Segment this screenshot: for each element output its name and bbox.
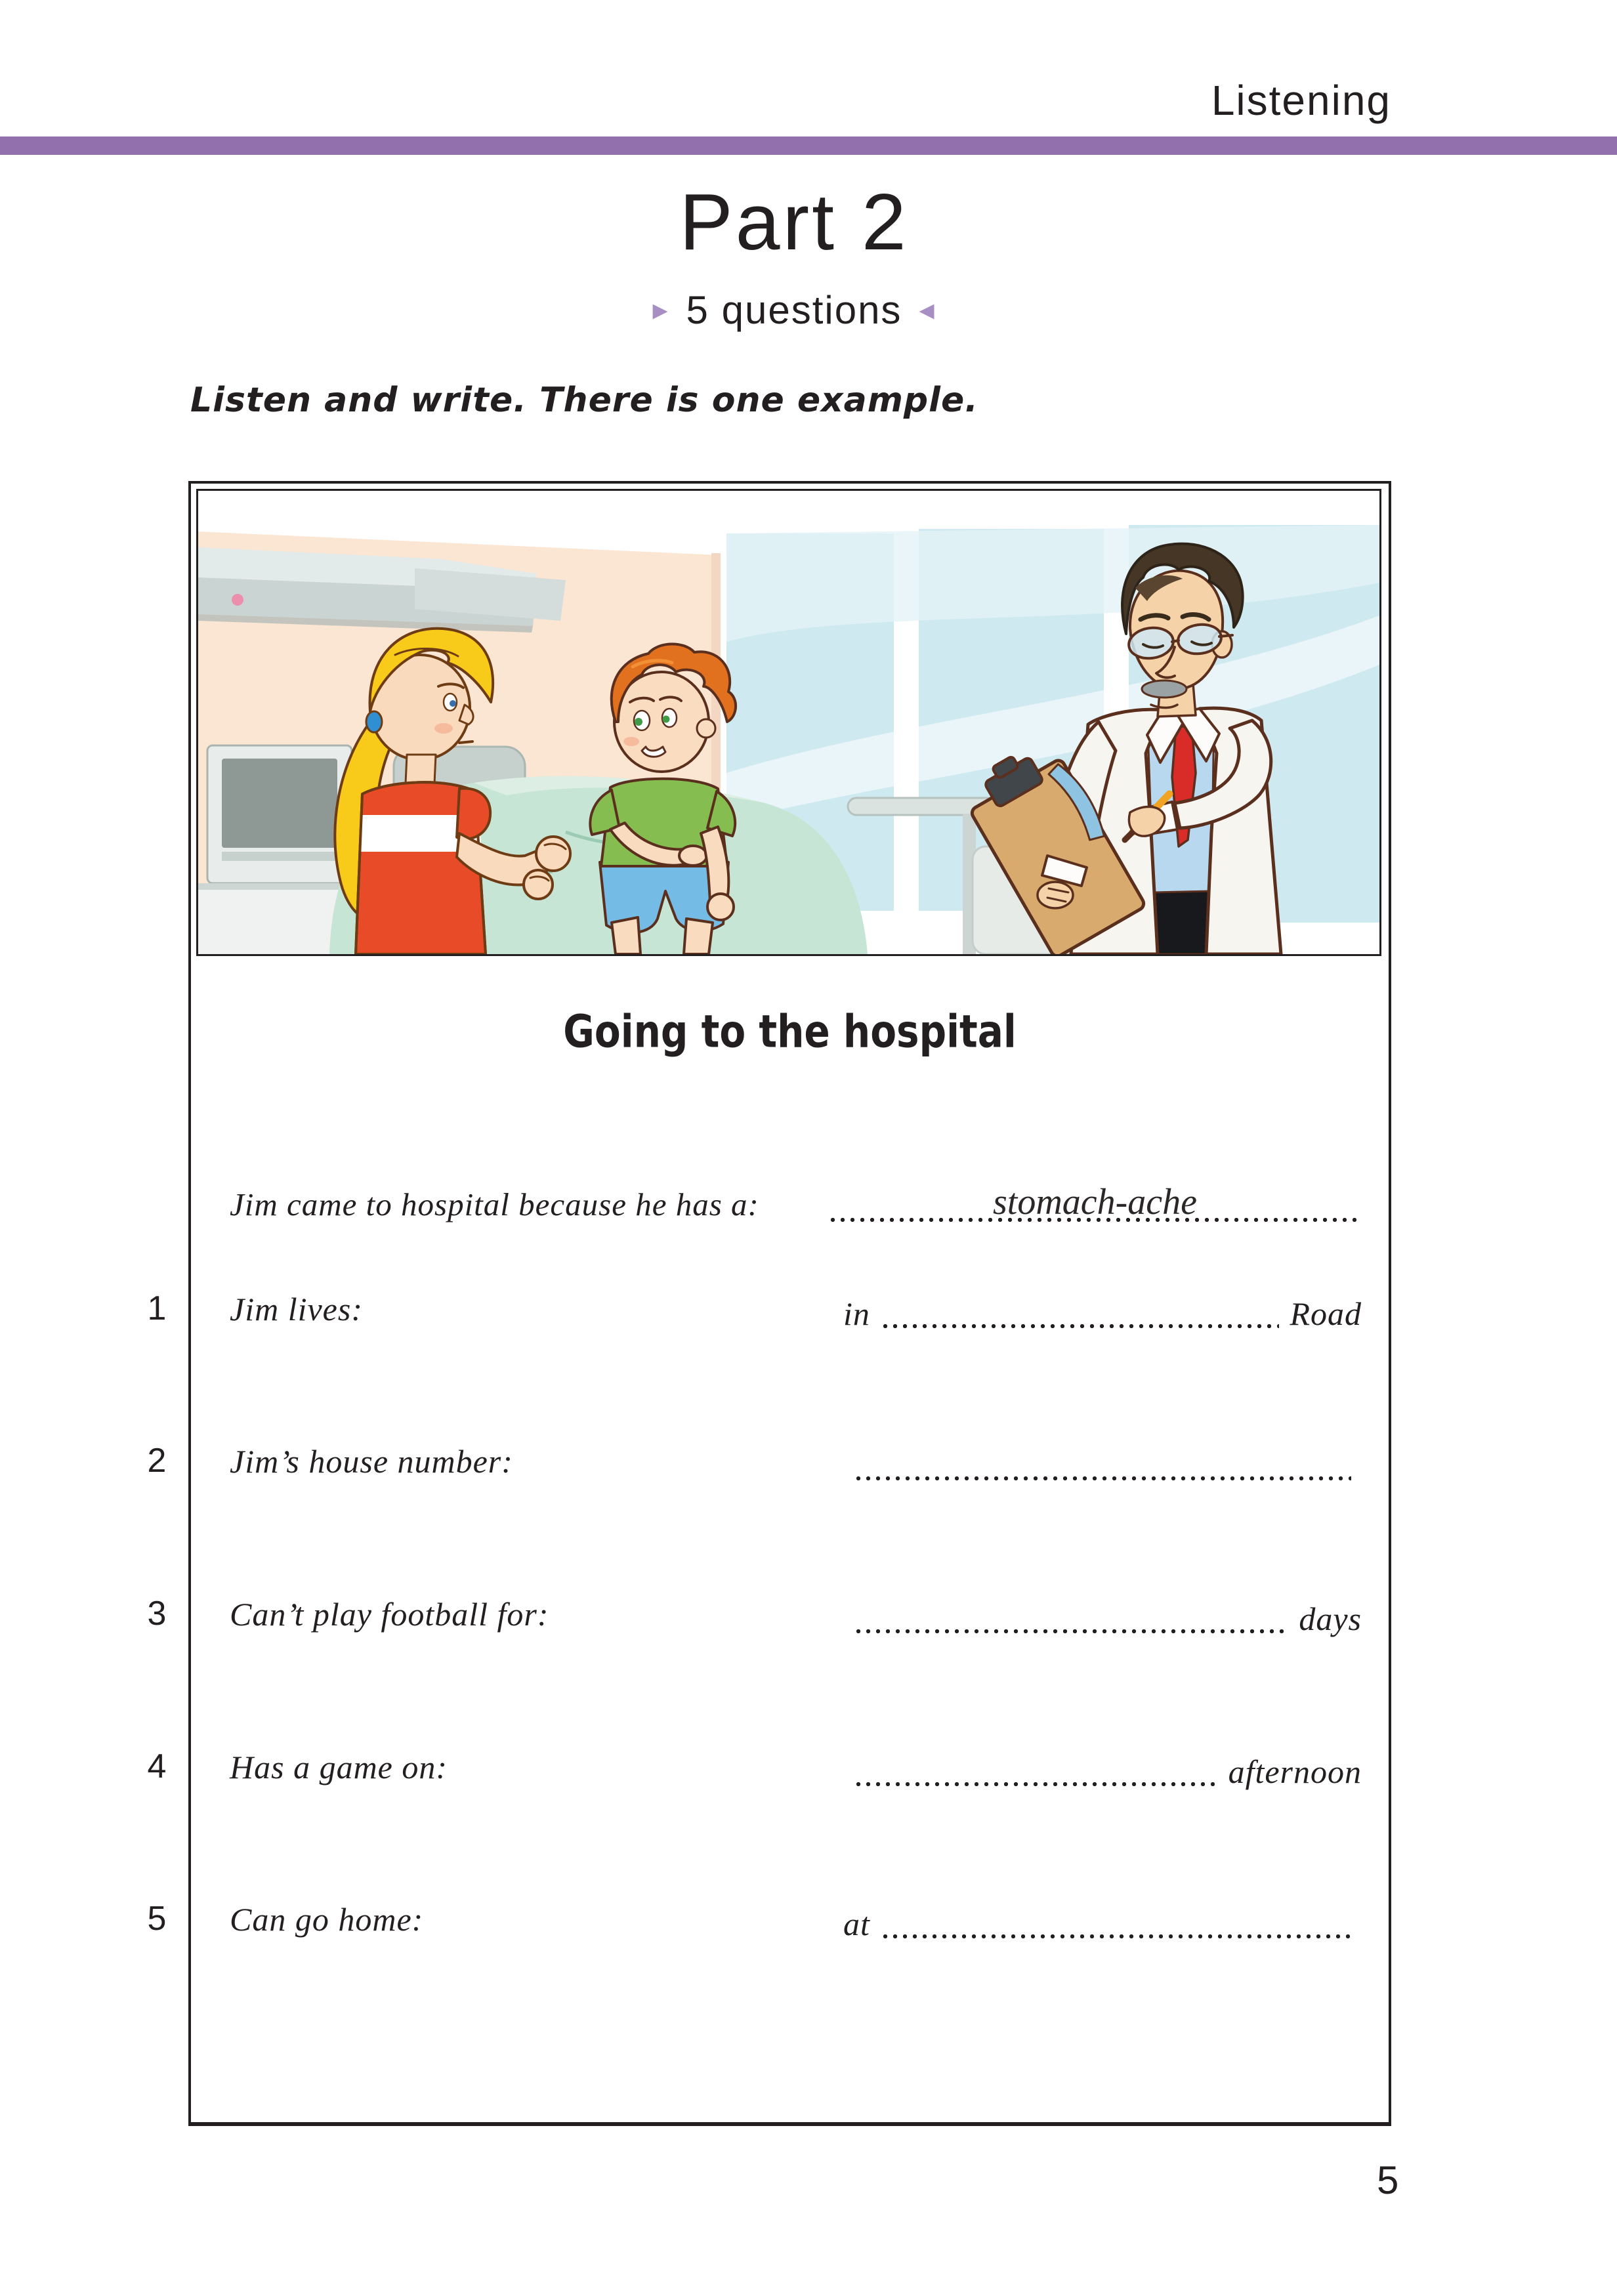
answer-zone [843, 1904, 1362, 1944]
question-label: Jim’s house number: [230, 1443, 513, 1480]
part-subtitle [0, 287, 1588, 333]
part-subtitle-text: 5 questions [686, 288, 902, 332]
example-row [0, 1175, 1617, 1227]
question-number: 3 [147, 1595, 167, 1633]
worksheet-title: Going to the hospital [563, 1005, 1017, 1058]
answer-prefix: at [843, 1906, 870, 1942]
question-number: 1 [147, 1289, 167, 1327]
answer-suffix: afternoon [1228, 1753, 1362, 1790]
accent-bar [0, 136, 1617, 155]
hospital-scene-drawing [198, 491, 1379, 954]
example-answer-zone [828, 1182, 1362, 1227]
answer-zone [843, 1294, 1362, 1333]
question-number: 4 [147, 1747, 167, 1785]
question-label: Has a game on: [230, 1749, 448, 1785]
answer-zone [843, 1752, 1362, 1791]
answer-line[interactable] [881, 1932, 1351, 1941]
instruction-text: Listen and write. There is one example. [190, 381, 979, 420]
answer-line[interactable] [881, 1322, 1280, 1331]
answer-zone [843, 1599, 1362, 1639]
section-label: Listening [1211, 77, 1391, 124]
answer-line[interactable] [854, 1474, 1351, 1483]
question-label: Can’t play football for: [230, 1596, 549, 1633]
page-number: 5 [1377, 2158, 1399, 2202]
answer-suffix: Road [1290, 1295, 1362, 1332]
question-row [0, 1433, 1617, 1486]
answer-prefix: in [843, 1295, 870, 1332]
question-row [0, 1586, 1617, 1639]
question-label: Can go home: [230, 1901, 424, 1938]
question-label: Jim lives: [230, 1291, 363, 1327]
example-answer-line[interactable] [828, 1182, 1362, 1224]
example-answer-text: stomach-ache [992, 1182, 1197, 1222]
answer-line[interactable] [854, 1780, 1218, 1789]
question-number: 5 [147, 1900, 167, 1938]
hospital-scene-illustration [196, 489, 1381, 956]
triangle-right-icon: ▸ [652, 292, 669, 326]
example-label: Jim came to hospital because he has a: [230, 1186, 759, 1222]
question-row [0, 1739, 1617, 1791]
answer-line[interactable] [854, 1627, 1288, 1636]
question-row [0, 1891, 1617, 1944]
question-number: 2 [147, 1442, 167, 1480]
answer-suffix: days [1299, 1600, 1362, 1637]
answer-zone [843, 1474, 1362, 1486]
triangle-left-icon: ◂ [919, 292, 936, 326]
question-row [0, 1281, 1617, 1333]
part-title: Part 2 [679, 177, 909, 266]
